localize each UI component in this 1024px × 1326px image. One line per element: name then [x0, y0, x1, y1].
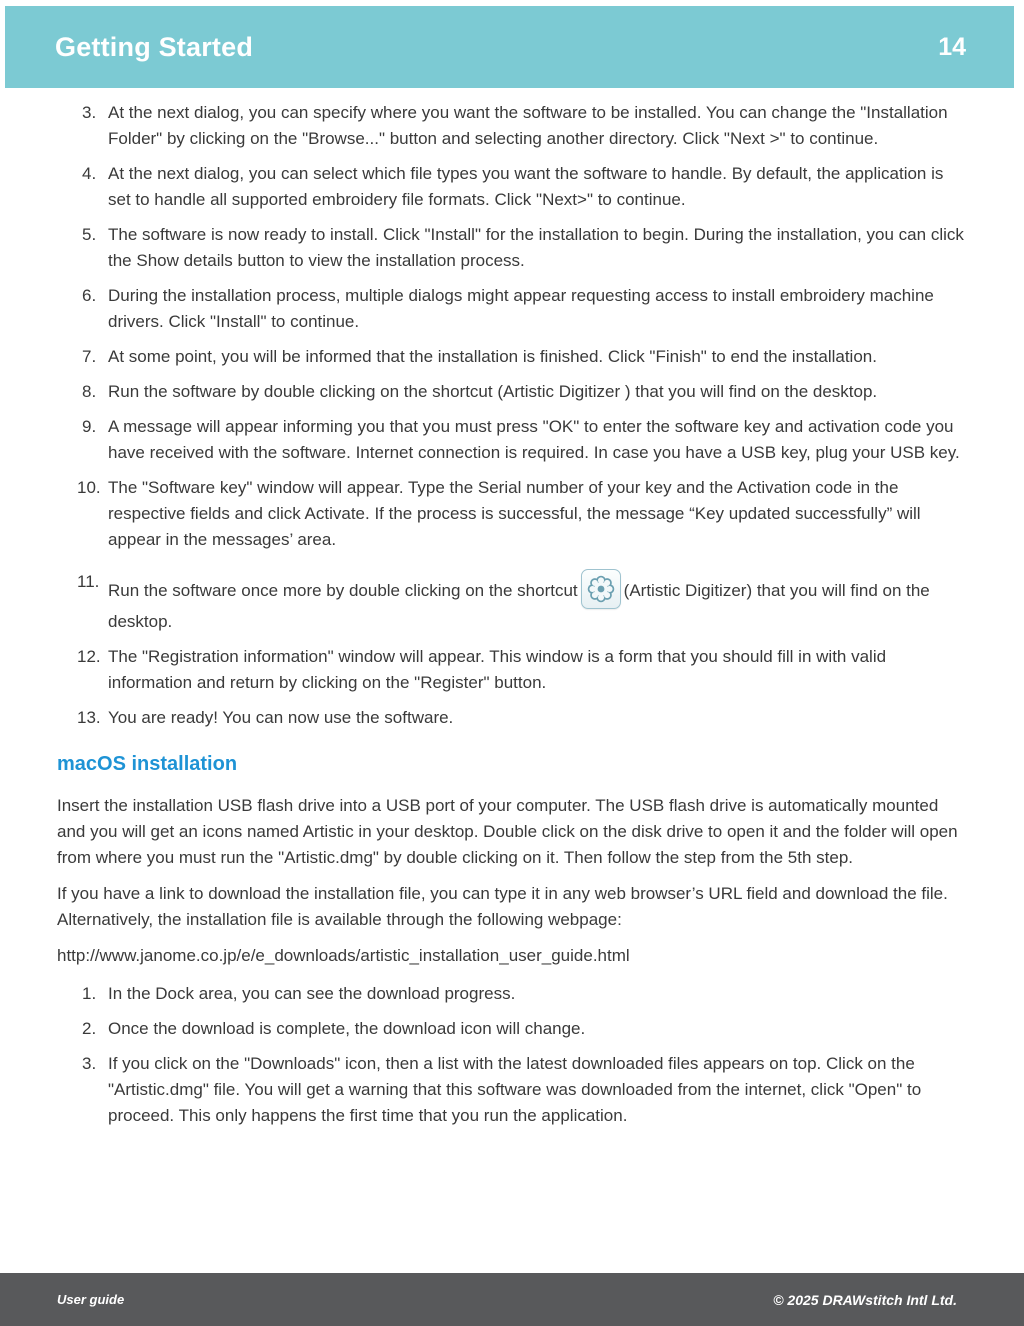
- step-number: 2.: [82, 1019, 97, 1038]
- page-title: Getting Started: [55, 31, 254, 62]
- macos-installation-heading: macOS installation: [57, 753, 238, 775]
- download-step-2: [57, 1016, 965, 1042]
- download-url: http://www.janome.co.jp/e/e_downloads/artistic_installation_user_guide.html: [57, 946, 630, 965]
- page-footer-bar: [0, 1273, 1024, 1326]
- step-text-before-icon: Run the software once more by double clicking on the shortcut: [108, 581, 578, 600]
- step-number: 10.: [77, 478, 101, 497]
- footer-copyright: © 2025 DRAWstitch Intl Ltd.: [773, 1291, 957, 1308]
- install-step-13: [57, 705, 965, 731]
- download-step-3: [57, 1051, 965, 1129]
- step-text: Run the software by double clicking on the shortcut (Artistic Digitizer ) that you will find on the desktop.: [108, 382, 878, 401]
- step-text: If you click on the "Downloads" icon, then a list with the latest downloaded files appears on top. Click on the "Artistic.dmg" file. You will get a warning that this software was downloaded from the internet, click "Open" to proceed. This only happens the first time that you run the application.: [108, 1054, 922, 1125]
- install-step-12: [57, 644, 965, 696]
- step-number: 11.: [77, 572, 100, 591]
- step-number: 7.: [82, 347, 97, 366]
- step-text: During the installation process, multiple dialogs might appear requesting access to install embroidery machine drivers. Click "Install" to continue.: [108, 286, 934, 331]
- step-text: The "Software key" window will appear. Type the Serial number of your key and the Activation code in the respective fields and click Activate. If the process is successful, the message “Key updated successfully” will appear in the messages’ area.: [108, 478, 921, 549]
- download-step-1: [57, 981, 965, 1007]
- step-text: The software is now ready to install. Click "Install" for the installation to begin. During the installation, you can click the Show details button to view the installation process.: [108, 225, 964, 270]
- install-step-4: [57, 161, 965, 213]
- macos-paragraph-1: Insert the installation USB flash drive into a USB port of your computer. The USB flash drive is automatically mounted and you will get an icons named Artistic in your desktop. Double click on the disk drive to open it and the folder will open from where you must run the "Artistic.dmg" by double clicking on it. Then follow the step from the 5th step.: [57, 796, 958, 867]
- step-text: The "Registration information" window will appear. This window is a form that you should fill in with valid information and return by clicking on the "Register" button.: [108, 647, 887, 692]
- step-number: 5.: [82, 225, 97, 244]
- gear-icon: [581, 569, 621, 609]
- step-number: 4.: [82, 164, 97, 183]
- install-step-5: [57, 222, 965, 274]
- step-number: 6.: [82, 286, 97, 305]
- step-text-after-icon: (Artistic Digitizer) that you will find on the desktop.: [108, 581, 930, 631]
- step-text: At some point, you will be informed that the installation is finished. Click "Finish" to end the installation.: [108, 347, 877, 366]
- install-step-7: [57, 344, 965, 370]
- step-number: 8.: [82, 382, 97, 401]
- install-step-9: [57, 414, 965, 466]
- step-number: 12.: [77, 647, 101, 666]
- install-step-6: [57, 283, 965, 335]
- step-number: 13.: [77, 708, 101, 727]
- step-text: You are ready! You can now use the software.: [108, 708, 454, 727]
- page-header-bar: [5, 6, 1014, 88]
- page-content: [57, 100, 965, 1138]
- install-step-11: [57, 569, 965, 635]
- macos-paragraph-2: If you have a link to download the installation file, you can type it in any web browser’s URL field and download the file. Alternatively, the installation file is available through the following webpage:: [57, 884, 948, 929]
- step-number: 3.: [82, 1054, 97, 1073]
- footer-document-name: User guide: [57, 1292, 125, 1307]
- step-text: At the next dialog, you can specify where you want the software to be installed. You can change the "Installation Folder" by clicking on the "Browse..." button and selecting another directory. Click "Next >" to continue.: [108, 103, 948, 148]
- install-step-10: [57, 475, 965, 553]
- page-number: 14: [938, 32, 966, 61]
- step-text: [108, 581, 930, 631]
- install-step-3: [57, 100, 965, 152]
- step-number: 3.: [82, 103, 97, 122]
- install-step-8: [57, 379, 965, 405]
- step-number: 1.: [82, 984, 97, 1003]
- step-text: A message will appear informing you that you must press "OK" to enter the software key and activation code you have received with the software. Internet connection is required. In case you have a USB key, plug your USB key.: [108, 417, 960, 462]
- step-number: 9.: [82, 417, 97, 436]
- step-text: Once the download is complete, the download icon will change.: [108, 1019, 586, 1038]
- step-text: At the next dialog, you can select which file types you want the software to handle. By default, the application is set to handle all supported embroidery file formats. Click "Next>" to continue.: [108, 164, 944, 209]
- step-text: In the Dock area, you can see the download progress.: [108, 984, 516, 1003]
